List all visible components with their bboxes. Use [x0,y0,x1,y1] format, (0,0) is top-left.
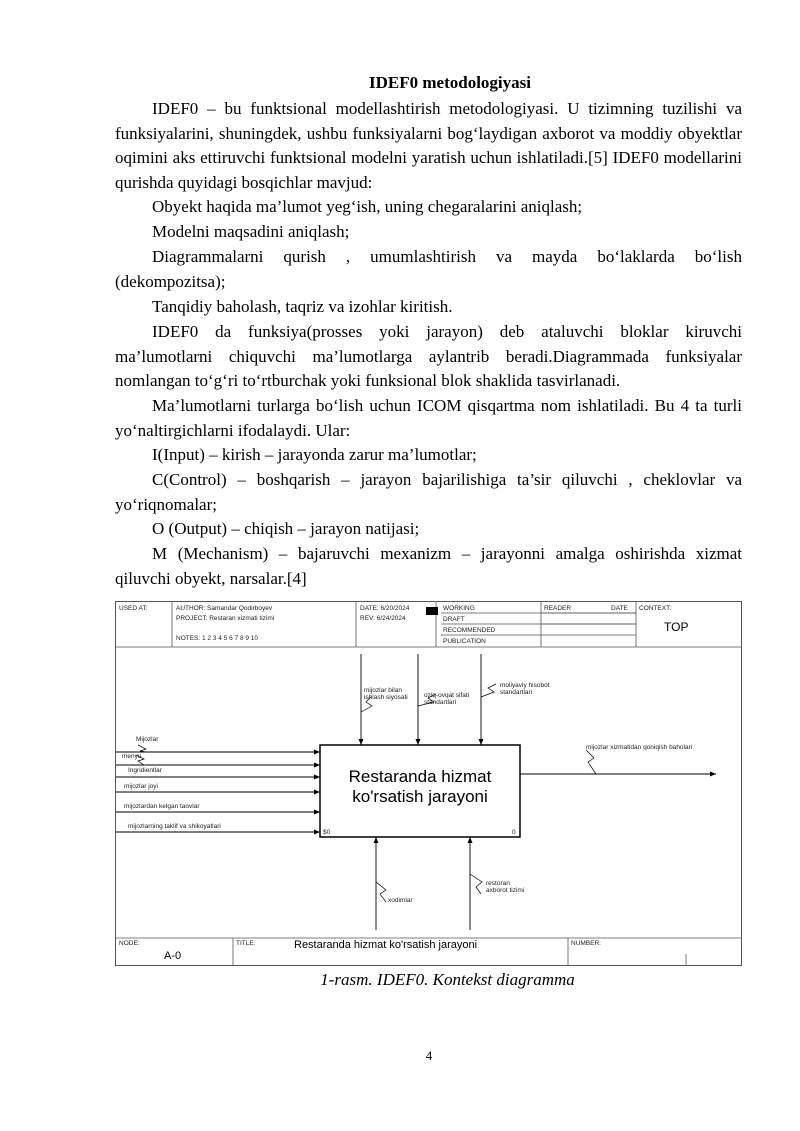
header-rev: REV: 6/24/2024 [360,615,406,622]
input-label-1: Mijozlar [136,736,159,743]
paragraph-icom: Ma’lumotlarni turlarga bo‘lish uchun ICOM qisqartma nom ishlatiladi. Bu 4 ta turli yo‘naltirgichlarni ifodalaydi. Ular: [115,396,742,440]
paragraph-function-blocks: IDEF0 da funksiya(prosses yoki jarayon) deb ataluvchi bloklar kiruvchi ma’lumotlarni chiquvchi ma’lumotlarga aylantrib beradi.Diagrammada funksiyalar nomlangan to‘g‘ri to‘rtburchak yoki funksional blok shaklida tasvirlanadi. [115,322,742,390]
idef0-context-diagram [115,601,742,966]
mechanism-label-1: xodimlar [388,897,413,904]
paragraph-step-2: Modelni maqsadini aniqlash; [152,222,350,241]
output-label-1: mijozlar xizmatidan qoniqish baholari [586,744,693,751]
header-publication: PUBLICATION [443,638,486,645]
paragraph-output: O (Output) – chiqish – jarayon natijasi; [152,519,420,538]
control-label-1: mijozlar bilan ishlash siyosati [364,687,408,701]
input-label-6: mijozlarning taklif va shikoyatlari [128,823,221,830]
function-box-cost: $0 [323,829,331,836]
paragraph-mechanism: M (Mechanism) – bajaruvchi mexanizm – jarayonni amalga oshirishda xizmat qiluvchi obyekt, narsalar.[4] [115,544,742,588]
input-label-2: menyu [122,753,142,760]
paragraph-step-1: Obyekt haqida ma’lumot yeg‘ish, uning chegaralarini aniqlash; [152,197,583,216]
footer-node-label: NODE: [119,940,140,947]
paragraph-control: C(Control) – boshqarish – jarayon bajarilishiga ta’sir qiluvchi , cheklovlar va yo‘riqnomalar; [115,470,742,514]
header-context-top: TOP [664,620,689,634]
control-label-2: oziq-ovqat sifati standartlari [424,692,470,706]
paragraph-input: I(Input) – kirish – jarayonda zarur ma’lumotlar; [152,445,477,464]
header-working: WORKING [443,605,475,612]
page-heading: IDEF0 metodologiyasi [369,73,531,92]
header-date: DATE: 6/20/2024 [360,605,410,612]
header-date2: DATE [611,605,628,612]
footer-number-label: NUMBER: [571,940,601,947]
function-box-title-line2: ko'rsatish jarayoni [352,787,488,806]
control-label-3: moliyaviy hisobot standartlari [500,682,550,696]
input-label-3: Ingridientlar [128,767,162,774]
footer-title-label: TITLE: [236,940,256,947]
input-label-4: mijozlar joyi [124,783,158,790]
function-box-number: 0 [512,829,516,836]
header-reader: READER [544,605,572,612]
function-box-title [320,767,520,807]
footer-node-value: A-0 [164,950,182,962]
paragraph-step-4: Tanqidiy baholash, taqriz va izohlar kiritish. [152,297,453,316]
header-recommended: RECOMMENDED [443,627,496,634]
header-project: PROJECT: Restaran xizmati tizimi [176,615,275,622]
header-draft: DRAFT [443,616,465,623]
input-label-5: mijozlardan kelgan taovlar [124,803,200,810]
header-author: AUTHOR: Samandar Qodirboyev [176,605,273,612]
page-number: 4 [425,1048,433,1063]
header-used-at: USED AT: [119,605,148,612]
footer-title-value: Restaranda hizmat ko'rsatish jarayoni [294,939,478,951]
figure-caption: 1-rasm. IDEF0. Kontekst diagramma [320,970,575,989]
paragraph-intro: IDEF0 – bu funktsional modellashtirish metodologiyasi. U tizimning tuzilishi va funksiyalarini, shuningdek, ushbu funksiyalarni bog‘laydigan axborot va moddiy obyektlar oqimini aks ettiruvchi funktsional modelni yaratish uchun ishlatiladi.[5] IDEF0 modellarini qurishda quyidagi bosqichlar mavjud: [115,99,742,192]
header-context: CONTEXT: [639,605,672,612]
function-box-title-line1: Restaranda hizmat [348,767,492,786]
header-notes: NOTES: 1 2 3 4 5 6 7 8 9 10 [176,635,259,642]
paragraph-step-3: Diagrammalarni qurish , umumlashtirish va mayda bo‘laklarda bo‘lish (dekompozitsa); [115,247,742,291]
mechanism-label-2: restoran axborot tizimi [486,880,525,894]
